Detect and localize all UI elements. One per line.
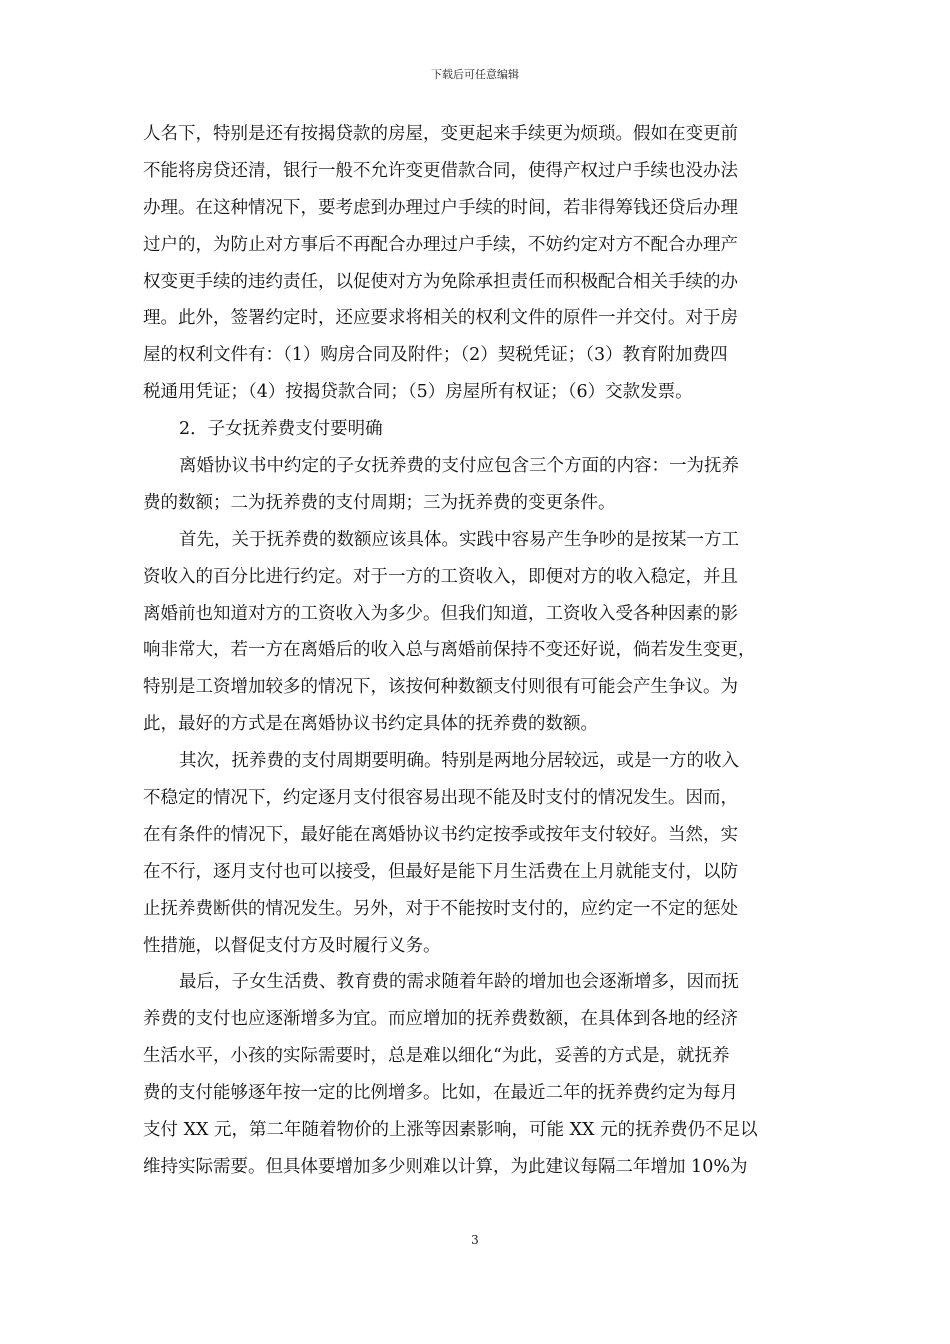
body-line: 人名下，特别是还有按揭贷款的房屋，变更起来手续更为烦琐。假如在变更前 [143, 124, 738, 144]
page-number: 3 [471, 1233, 479, 1247]
section-heading: 2．子女抚养费支付要明确 [179, 419, 383, 440]
body-line: 过户的，为防止对方事后不再配合办理过户手续，不妨约定对方不配合办理产 [143, 234, 738, 255]
body-line: 离婚前也知道对方的工资收入为多少。但我们知道，工资收入受各种因素的影 [143, 603, 738, 624]
body-line: 不能将房贷还清，银行一般不允许变更借款合同，使得产权过户手续也没办法 [143, 160, 738, 181]
body-line: 响非常大，若一方在离婚后的收入总与离婚前保持不变还好说，倘若发生变更， [143, 640, 756, 661]
body-line: 最后，子女生活费、教育费的需求随着年龄的增加也会逐渐增多，因而抚 [179, 972, 739, 993]
body-line: 不稳定的情况下，约定逐月支付很容易出现不能及时支付的情况发生。因而， [143, 788, 738, 809]
body-line: 首先，关于抚养费的数额应该具体。实践中容易产生争吵的是按某一方工 [179, 529, 739, 550]
body-line: 费的支付能够逐年按一定的比例增多。比如，在最近二年的抚养费约定为每月 [143, 1083, 738, 1104]
document-body [143, 116, 811, 1186]
page-header: 下载后可任意编辑 [431, 68, 519, 81]
body-line: 屋的权利文件有：（1）购房合同及附件；（2）契税凭证；（3）教育附加费四 [143, 345, 728, 366]
body-line: 办理。在这种情况下，要考虑到办理过户手续的时间，若非得筹钱还贷后办理 [143, 197, 738, 218]
body-line: 在不行，逐月支付也可以接受，但最好是能下月生活费在上月就能支付，以防 [143, 861, 738, 882]
body-line: 理。此外，签署约定时，还应要求将相关的权利文件的原件一并交付。对于房 [143, 308, 738, 329]
body-line: 费的数额；二为抚养费的支付周期；三为抚养费的变更条件。 [143, 492, 616, 513]
body-line: 止抚养费断供的情况发生。另外，对于不能按时支付的，应约定一不定的惩处 [143, 898, 738, 919]
body-line: 维持实际需要。但具体要增加多少则难以计算，为此建议每隔二年增加 10%为 [143, 1156, 748, 1177]
body-line: 特别是工资增加较多的情况下，该按何种数额支付则很有可能会产生争议。为 [143, 677, 738, 698]
body-line: 养费的支付也应逐渐增多为宜。而应增加的抚养费数额，在具体到各地的经济 [143, 1009, 738, 1030]
body-line: 生活水平，小孩的实际需要时，总是难以细化“为此，妥善的方式是，就抚养 [143, 1046, 730, 1067]
body-line: 此，最好的方式是在离婚协议书约定具体的抚养费的数额。 [143, 714, 598, 735]
body-line: 其次，抚养费的支付周期要明确。特别是两地分居较远，或是一方的收入 [179, 751, 739, 772]
body-line: 支付 XX 元，第二年随着物价的上涨等因素影响，可能 XX 元的抚养费仍不足以 [143, 1120, 758, 1141]
body-line: 资收入的百分比进行约定。对于一方的工资收入，即便对方的收入稳定，并且 [143, 566, 738, 587]
body-line: 权变更手续的违约责任，以促使对方为免除承担责任而积极配合相关手续的办 [143, 271, 738, 292]
body-line: 税通用凭证；（4）按揭贷款合同；（5）房屋所有权证；（6）交款发票。 [143, 382, 693, 403]
body-line: 性措施，以督促支付方及时履行义务。 [143, 935, 441, 956]
body-line: 在有条件的情况下，最好能在离婚协议书约定按季或按年支付较好。当然，实 [143, 824, 738, 845]
body-line: 离婚协议书中约定的子女抚养费的支付应包含三个方面的内容：一为抚养 [179, 456, 739, 477]
